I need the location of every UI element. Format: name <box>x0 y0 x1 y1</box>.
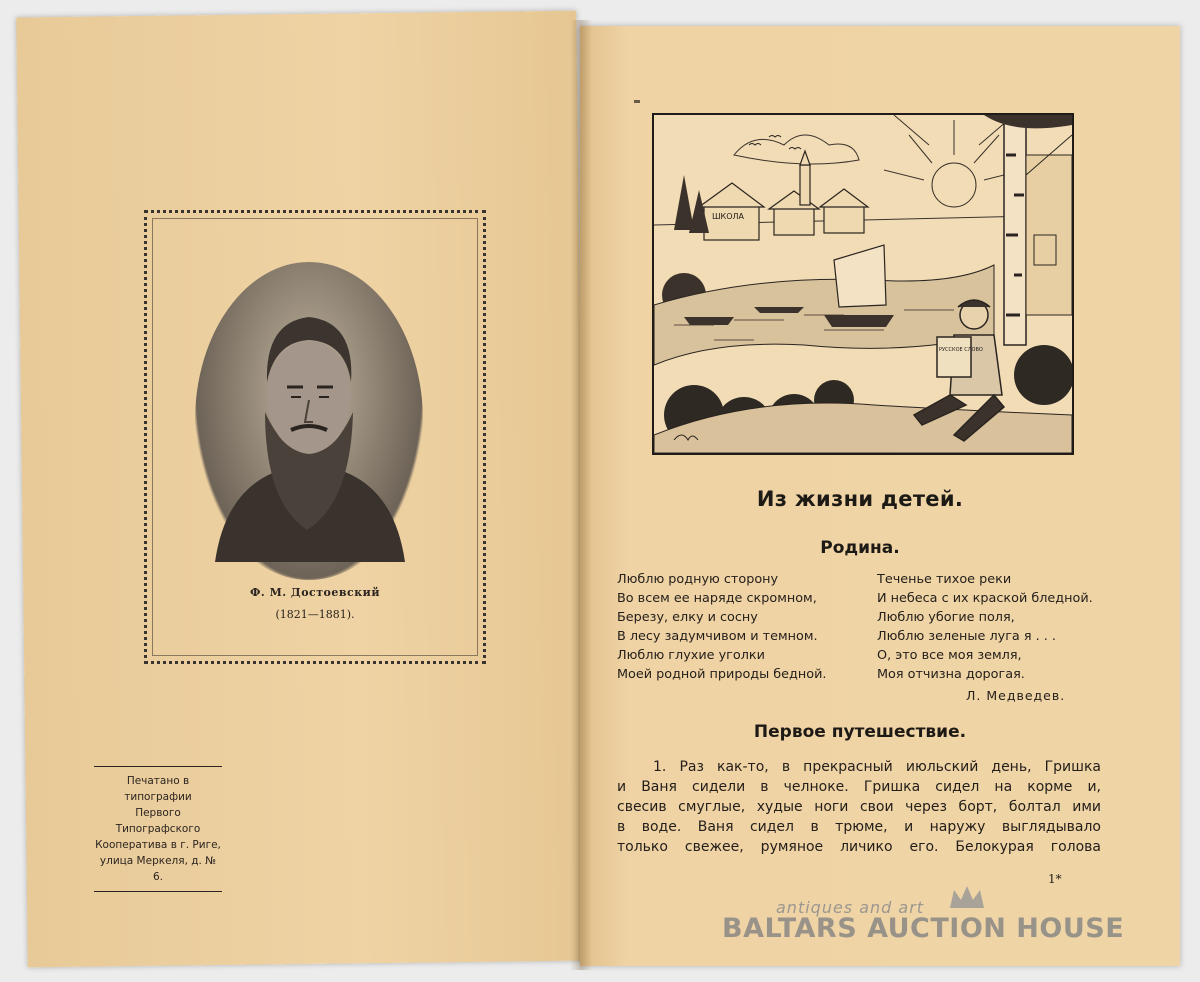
poem-line: Люблю убогие поля, <box>877 610 1015 625</box>
poem-line: В лесу задумчивом и темном. <box>617 629 818 644</box>
imprint-line: Первого Типографского <box>115 807 201 835</box>
page-mark <box>634 100 640 103</box>
story-text <box>617 757 1101 857</box>
portrait-caption-years: (1821—1881). <box>275 608 355 621</box>
imprint-line: Печатано в типографии <box>124 775 192 803</box>
story-line: 1. Раз как-то, в прекрасный июльский день, Гришка <box>653 759 1101 775</box>
watermark-tagline: antiques and art <box>776 898 925 917</box>
poem-line: Моей родной природы бедной. <box>617 667 827 682</box>
poem-line: И небеса с их краской бледной. <box>877 591 1093 606</box>
story-line: свесив смуглые, худые ноги свои через борт, болтал ими <box>617 799 1101 815</box>
portrait-caption-name: Ф. М. Достоевский <box>250 586 380 599</box>
story-line: только свежее, румяное личико его. Белокурая голова <box>617 839 1101 855</box>
printer-imprint <box>94 766 222 892</box>
book-spine <box>570 20 592 970</box>
poem-left-column <box>617 570 826 684</box>
poem-line: Люблю родную сторону <box>617 572 779 587</box>
poem-line: Во всем ее наряде скромном, <box>617 591 817 606</box>
village-illustration <box>652 113 1074 455</box>
portrait-engraving <box>195 262 423 580</box>
school-sign-text: ШКОЛА <box>712 212 745 221</box>
book-cover-text: РУССКОЕ СЛОВО <box>939 347 983 353</box>
poem-line: Люблю глухие уголки <box>617 648 765 663</box>
poem-right-column <box>877 570 1093 684</box>
section-title: Из жизни детей. <box>756 487 964 511</box>
poem-line: Люблю зеленые луга я . . . <box>877 629 1056 644</box>
poem-line: Теченье тихое реки <box>877 572 1012 587</box>
poem-author: Л. Медведев. <box>966 688 1066 703</box>
story-line: и Ваня сидели в челноке. Гришка сидел на корме и, <box>617 779 1101 795</box>
page-number: 1* <box>1048 872 1062 886</box>
imprint-line: Кооператива в г. Риге, <box>95 839 221 851</box>
story-title: Первое путешествие. <box>753 722 967 742</box>
crown-icon <box>946 884 988 912</box>
watermark-brand: BALTARS AUCTION HOUSE <box>722 913 1125 944</box>
poem-line: О, это все моя земля, <box>877 648 1022 663</box>
story-line: в воде. Ваня сидел в трюме, и наружу выглядывало <box>617 819 1101 835</box>
poem-title: Родина. <box>820 538 900 558</box>
poem-line: Березу, елку и сосну <box>617 610 758 625</box>
poem-line: Моя отчизна дорогая. <box>877 667 1025 682</box>
imprint-line: улица Меркеля, д. № 6. <box>99 855 217 883</box>
